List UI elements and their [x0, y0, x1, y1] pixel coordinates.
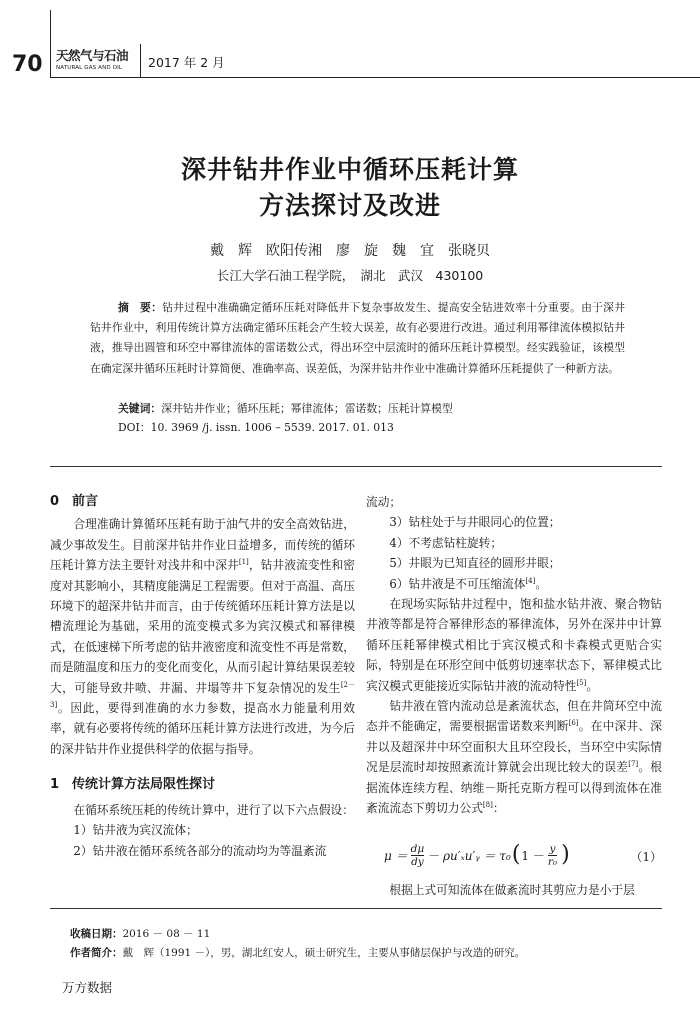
journal-name-cn: 天然气与石油	[56, 48, 129, 63]
list-item: 1）钻井液为宾汉流体；	[73, 823, 198, 838]
fraction: $\frac{y}{\text{r₀}}$	[547, 842, 558, 868]
equation-middle: － ρu′ₓu′ᵧ ＝ τ₀	[427, 848, 511, 863]
paper-title-line1: 深井钻井作业中循环压耗计算	[180, 155, 519, 184]
equation-lhs: μ ＝	[384, 848, 408, 863]
section-heading-0: 0 前言	[50, 494, 99, 509]
equation-number: （1）	[630, 850, 662, 864]
list-item: 5）井眼为已知直径的圆形井眼；	[389, 556, 561, 571]
watermark: 万方数据	[62, 980, 113, 995]
citation: [8]	[482, 801, 493, 810]
author-list: 戴 辉 欧阳传湘 廖 旋 魏 宜 张晓贝	[210, 243, 490, 259]
intro-paragraph: 合理准确计算循环压耗有助于油气井的安全高效钻进，减少事故发生。目前深井钻井作业日益增多，而传统的循环压耗计算方法主要针对浅井和中深井[1]，钻井液流变性和密度对其影响小，其精度能满足工程需要。但对于高温、高压环境下的超深井钻井而言，由于传统循环压耗计算方法是以槽流理论为基础，采用的流变模式多为宾汉模式和幂律模式，在低速梯下所考虑的钻井液密度和流变性不再是常数，而是随温度和压力的变化而变化，从而引起计算结果误差较大，可能导致井喷、井漏、井塌等井下复杂情况的发生[2－3]。因此，要得到准确的水力参数，提高水力能量利用效率，就有必要将传统的循环压耗计算方法进行改进，为今后的深井钻井作业提供科学的依据与指导。	[50, 517, 355, 756]
keywords-label: 关键词：	[118, 402, 162, 415]
section-heading-1: 1 传统计算方法局限性探讨	[50, 777, 216, 793]
list-item: 6）钻井液是不可压缩流体[4]。	[389, 576, 548, 591]
citation: [6]	[568, 719, 579, 728]
doi: DOI：10. 3969 /j. issn. 1006 – 5539. 2017. 01. 013	[118, 421, 394, 434]
list-item: 4）不考虑钻柱旋转；	[389, 535, 503, 550]
equation-1: μ ＝ $\frac{d\mu}{dy}$ － ρu′ₓu′ᵧ ＝ τ₀ ( 1 － $\frac{y}{\text{r₀}}$ ) （1）	[384, 842, 662, 868]
citation: [2－3]	[50, 680, 355, 710]
affiliation: 长江大学石油工程学院， 湖北 武汉 430100	[216, 268, 484, 283]
footnote-received: 收稿日期：2016 － 08 － 11	[70, 928, 211, 940]
journal-name-en: NATURAL GAS AND OIL	[56, 65, 123, 71]
keywords-text: 深井钻井作业；循环压耗；幂律流体；雷诺数；压耗计算模型	[161, 402, 453, 415]
list-item: 3）钻柱处于与井眼同心的位置；	[389, 515, 561, 530]
body-paragraph: 在现场实际钻井过程中，饱和盐水钻井液、聚合物钻井液等都是符合幂律形态的幂律流体，另外在深井中计算循环压耗幂律模式相比于宾汉模式和卡森模式更贴合实际，特别是在环形空间中低剪切速率状态下，幂律模式比宾汉模式更能接近实际钻井液的流动特性[5]。	[366, 597, 662, 693]
keywords	[118, 401, 453, 416]
right-column	[366, 492, 662, 819]
citation: [5]	[576, 678, 587, 687]
footnote-rule	[50, 908, 662, 909]
body-paragraph: 钻井液在管内流动总是紊流状态，但在井筒环空中流态并不能确定，需要根据雷诺数来判断[6]。在中深井、深井以及超深井中环空面积大且环空段长，当环空中实际情况是层流时却按照紊流计算就会出现比较大的误差[7]。根据流体连续方程、纳维－斯托克斯方程可以得到流体在准紊流流态下剪切力公式[8]：	[366, 699, 662, 816]
citation: [7]	[628, 760, 639, 769]
abstract-rule	[50, 466, 662, 467]
issue-date: 2017 年 2 月	[148, 55, 225, 70]
paper-title-line2: 方法探讨及改进	[258, 191, 441, 220]
body-paragraph: 根据上式可知流体在做紊流时其剪应力是小于层	[389, 883, 635, 897]
citation: [4]	[525, 576, 536, 585]
fraction: $\frac{d\mu}{dy}$	[410, 842, 425, 868]
citation: [1]	[238, 558, 249, 567]
header-divider-vertical-2	[140, 44, 141, 78]
header-rule	[50, 77, 700, 78]
left-column	[50, 492, 355, 861]
equation-inner: 1 －	[521, 848, 545, 863]
continued-text: 流动；	[366, 495, 402, 509]
footnote-author: 作者简介：戴 辉（1991 －），男，湖北红安人，硕士研究生，主要从事储层保护与改造的研究。	[70, 947, 526, 959]
journal-logo	[56, 46, 138, 71]
abstract-text: 钻井过程中准确确定循环压耗对降低井下复杂事故发生、提高安全钻进效率十分重要。由于深井钻井作业中，利用传统计算方法确定循环压耗会产生较大误差，故有必要进行改进。通过利用幂律流体模拟钻井液，推导出圆管和环空中幂律流体的雷诺数公式，得出环空中层流时的循环压耗计算模型。经实践验证，该模型在确定深井循环压耗时计算简便、准确率高、误差低，为深井钻井作业中准确计算循环压耗提供了一种新方法。	[90, 301, 625, 375]
page-number: 70	[12, 52, 43, 77]
right-column-tail	[366, 880, 662, 900]
abstract-label: 摘 要：	[118, 301, 163, 314]
header-divider-vertical	[50, 10, 51, 78]
assumption-intro: 在循环系统压耗的传统计算中，进行了以下六点假设：	[73, 802, 354, 817]
abstract	[90, 298, 625, 379]
list-item: 2）钻井液在循环系统各部分的流动均为等温紊流	[73, 843, 327, 858]
